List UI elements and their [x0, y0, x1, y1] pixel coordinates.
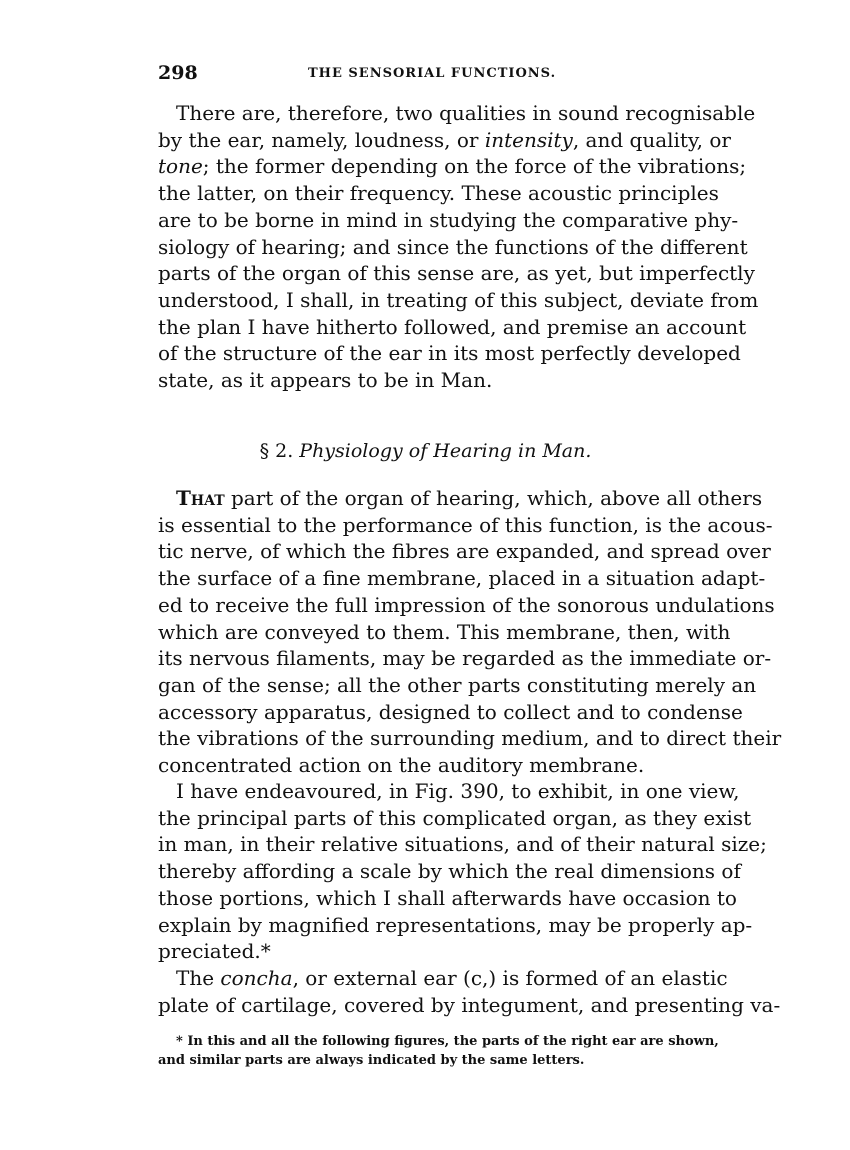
italic-term: concha	[220, 966, 293, 990]
text-line: of the structure of the ear in its most perfectly developed	[158, 341, 741, 366]
text-line: which are conveyed to them. This membrane, then, with	[158, 619, 731, 644]
section-heading	[158, 440, 693, 462]
section-number: § 2.	[259, 440, 294, 462]
text-line: tone; the former depending on the force of the vibrations;	[158, 154, 747, 179]
text-line: ed to receive the full impression of the sonorous undulations	[158, 592, 775, 617]
text-line	[158, 485, 763, 512]
text-line: the latter, on their frequency. These acoustic principles	[158, 181, 719, 206]
footnote-line: and similar parts are always indicated by the same letters.	[158, 1053, 585, 1068]
text-line: is essential to the performance of this function, is the acous-	[158, 512, 773, 537]
text-line: siology of hearing; and since the functions of the different	[158, 234, 748, 259]
page-number: 298	[158, 62, 198, 84]
text-line: gan of the sense; all the other parts constituting merely an	[158, 672, 757, 697]
lead-word: That	[176, 486, 225, 510]
paragraph-qualities-of-sound	[158, 100, 759, 394]
text-line: the plan I have hitherto followed, and premise an account	[158, 314, 747, 339]
italic-term: tone	[158, 154, 203, 179]
italic-term: intensity	[484, 127, 573, 152]
text-line: accessory apparatus, designed to collect and to condense	[158, 699, 743, 724]
paragraph-acoustic-nerve	[158, 485, 782, 779]
footnote-line: * In this and all the following figures, the parts of the right ear are shown,	[176, 1034, 719, 1049]
section-title: Physiology of Hearing in Man.	[299, 440, 592, 462]
text-line: in man, in their relative situations, and of their natural size;	[158, 832, 767, 857]
text-line: The concha, or external ear (c,) is formed of an elastic	[176, 966, 728, 990]
text-line: thereby affording a scale by which the real dimensions of	[158, 859, 741, 884]
text-line: are to be borne in mind in studying the comparative phy-	[158, 207, 739, 232]
text-line: understood, I shall, in treating of this subject, deviate from	[158, 287, 759, 312]
text-line: the surface of a fine membrane, placed in a situation adapt-	[158, 566, 766, 591]
text-line: its nervous filaments, may be regarded as the immediate or-	[158, 646, 772, 671]
text-line: preciated.*	[158, 939, 271, 964]
running-head	[158, 62, 693, 86]
text-line: explain by magnified representations, may be properly ap-	[158, 912, 753, 937]
text-line: There are, therefore, two qualities in sound recognisable	[176, 101, 756, 125]
text-line: by the ear, namely, loudness, or intensity, and quality, or	[158, 127, 731, 152]
paragraph-figure-390	[158, 778, 767, 965]
text-line: state, as it appears to be in Man.	[158, 368, 493, 393]
running-title: THE SENSORIAL FUNCTIONS.	[308, 66, 557, 81]
text-line: the principal parts of this complicated organ, as they exist	[158, 805, 752, 830]
text-line: plate of cartilage, covered by integument, and presenting va-	[158, 992, 781, 1017]
footnote	[158, 1032, 719, 1070]
text-line: I have endeavoured, in Fig. 390, to exhibit, in one view,	[176, 779, 740, 803]
text-line: parts of the organ of this sense are, as yet, but imperfectly	[158, 261, 755, 286]
text-line: those portions, which I shall afterwards have occasion to	[158, 885, 737, 910]
text-line: concentrated action on the auditory membrane.	[158, 753, 645, 778]
text-line: the vibrations of the surrounding medium, and to direct their	[158, 726, 782, 751]
text-line: tic nerve, of which the fibres are expanded, and spread over	[158, 539, 771, 564]
text-span: part of the organ of hearing, which, above all others	[224, 486, 763, 510]
paragraph-concha	[158, 965, 781, 1018]
